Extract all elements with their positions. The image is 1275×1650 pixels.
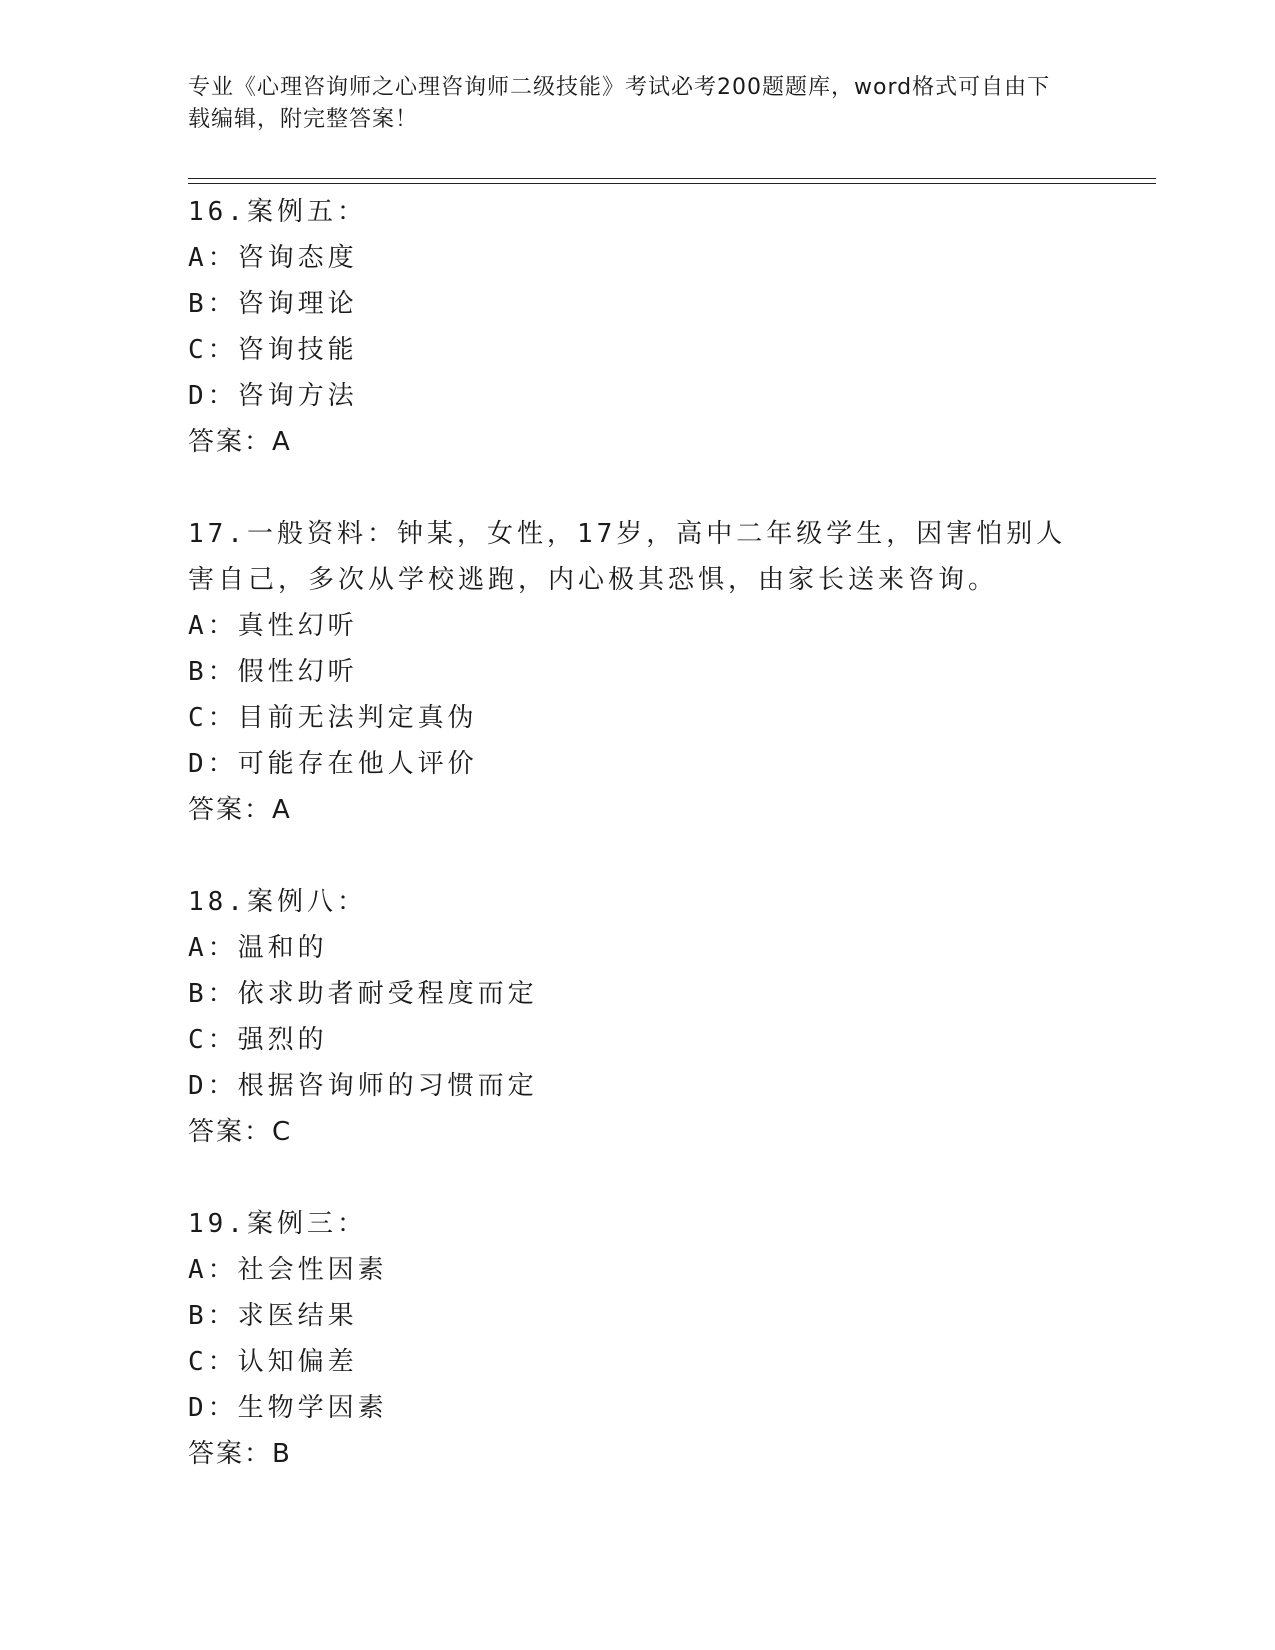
option-c: C：目前无法判定真伪 — [188, 703, 478, 733]
answer: 答案：A — [188, 795, 292, 825]
spacer — [188, 1155, 1088, 1201]
question-18 — [188, 879, 1088, 1201]
option-c: C：认知偏差 — [188, 1347, 358, 1377]
document-header: 专业《心理咨询师之心理咨询师二级技能》考试必考200题题库，word格式可自由下载编辑，附完整答案！ — [188, 75, 1051, 132]
question-stem: 17.一般资料：钟某，女性，17岁，高中二年级学生，因害怕别人害自己，多次从学校逃跑，内心极其恐惧，由家长送来咨询。 — [188, 519, 1067, 595]
question-stem: 18.案例八： — [188, 887, 367, 917]
option-a: A：咨询态度 — [188, 243, 358, 273]
option-c: C：咨询技能 — [188, 335, 358, 365]
option-a: A：温和的 — [188, 933, 328, 963]
answer: 答案：A — [188, 427, 292, 457]
option-d: D：生物学因素 — [188, 1393, 388, 1423]
option-b: B：依求助者耐受程度而定 — [188, 979, 538, 1009]
option-d: D：可能存在他人评价 — [188, 749, 478, 779]
answer: 答案：B — [188, 1439, 292, 1469]
question-list — [188, 189, 1088, 1477]
option-a: A：真性幻听 — [188, 611, 358, 641]
question-stem: 19.案例三： — [188, 1209, 367, 1239]
question-17 — [188, 511, 1088, 879]
answer: 答案：C — [188, 1117, 293, 1147]
option-b: B：咨询理论 — [188, 289, 358, 319]
header-divider-bottom — [188, 183, 1156, 184]
option-c: C：强烈的 — [188, 1025, 328, 1055]
header-divider-top — [188, 178, 1156, 179]
option-d: D：根据咨询师的习惯而定 — [188, 1071, 538, 1101]
option-b: B：求医结果 — [188, 1301, 358, 1331]
option-d: D：咨询方法 — [188, 381, 358, 411]
spacer — [188, 465, 1088, 511]
question-19 — [188, 1201, 1088, 1477]
question-stem: 16.案例五： — [188, 197, 367, 227]
option-b: B：假性幻听 — [188, 657, 358, 687]
spacer — [188, 833, 1088, 879]
question-16 — [188, 189, 1088, 511]
option-a: A：社会性因素 — [188, 1255, 388, 1285]
